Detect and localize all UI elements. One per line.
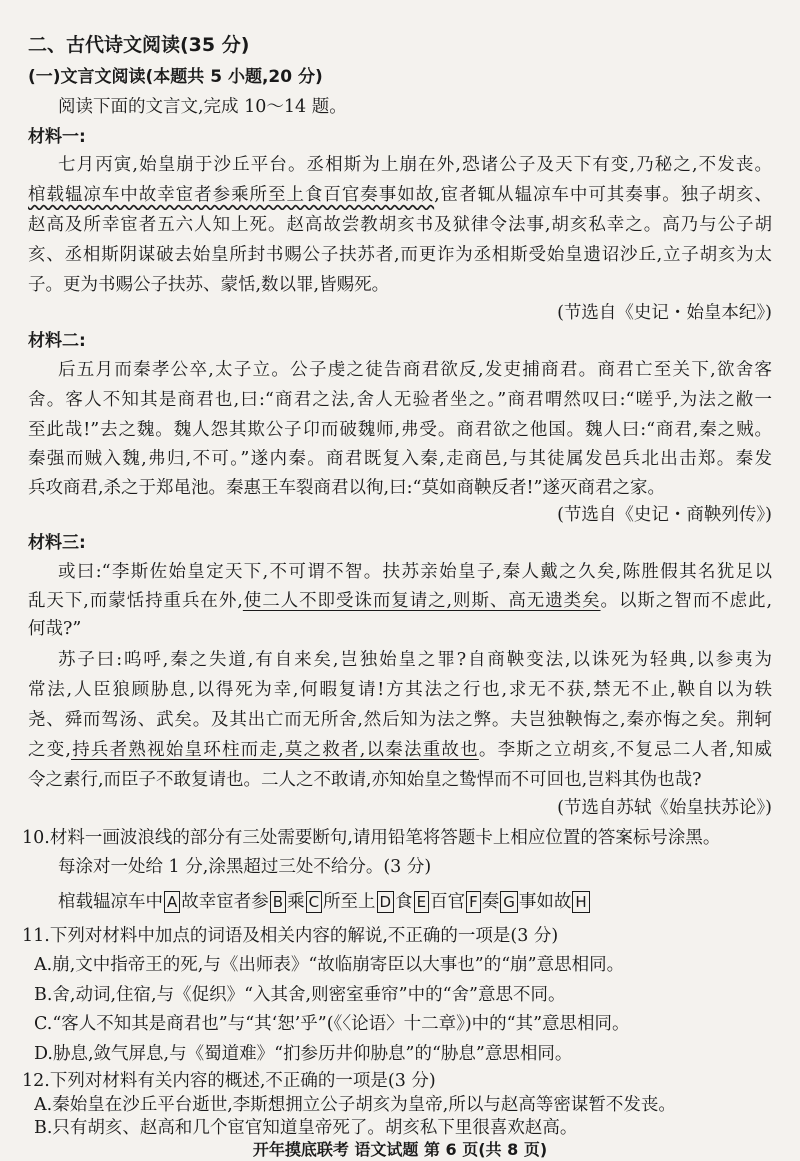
m3-line-2-start: 乱天下,而蒙恬持重兵在外, <box>28 591 243 611</box>
m3-underlined-sentence-1: 使二人不即受诛而复请之,则斯、高无遗类矣 <box>242 591 601 611</box>
m3-underlined-sentence-2: 持兵者熟视始皇环柱而走,莫之救者,以秦法重故也 <box>71 740 479 760</box>
q10-seg-8: 事如故 <box>518 892 572 912</box>
m2-line-4: 秦强而贼入魏,弗归,不可。”遂内秦。商君既复入秦,走商邑,与其徒属发邑兵北出击郑。秦发 <box>28 449 772 469</box>
m1-wavy-passage: 棺载辒凉车中故幸宦者参乘所至上食百官奏事如故 <box>28 185 435 205</box>
m1-line-3: 赵高及所幸宦者五六人知上死。赵高故尝教胡亥书及狱律令法事,胡亥私幸之。高乃与公子胡 <box>28 215 772 235</box>
m3-line-2 <box>28 586 772 616</box>
q12-stem: 12.下列对材料有关内容的概述,不正确的一项是(3 分) <box>22 1071 436 1091</box>
m3-source: (节选自苏轼《始皇扶苏论》) <box>557 798 772 818</box>
m2-source: (节选自《史记・商鞅列传》) <box>557 505 772 525</box>
m1-source: (节选自《史记・始皇本纪》) <box>557 303 772 323</box>
q10-seg-4: 所至上 <box>323 892 376 912</box>
q12-option-b[interactable]: B.只有胡亥、赵高和几个宦官知道皇帝死了。胡亥私下里很喜欢赵高。 <box>34 1118 578 1138</box>
q12-option-a[interactable]: A.秦始皇在沙丘平台逝世,李斯想拥立公子胡亥为皇帝,所以与赵高等密谋暂不发丧。 <box>34 1095 676 1115</box>
m2-line-1: 后五月而秦孝公卒,太子立。公子虔之徒告商君欲反,发吏捕商君。商君亡至关下,欲舍客 <box>58 360 772 380</box>
q10-seg-6: 百官 <box>430 892 466 912</box>
material-1-label: 材料一: <box>28 127 86 147</box>
m3-line-7-end: 。李斯之立胡亥,不复忌二人者,知威 <box>478 740 772 760</box>
m1-line-1: 七月丙寅,始皇崩于沙丘平台。丞相斯为上崩在外,恐诸公子及天下有变,乃秘之,不发丧。 <box>58 155 772 175</box>
q10-seg-2: 故幸宦者参 <box>181 892 269 912</box>
m3-line-7-start: 之变, <box>28 740 71 760</box>
q10-seg-1: 棺载辒凉车中 <box>58 892 163 912</box>
q10-box-a[interactable]: A <box>164 891 180 913</box>
m1-line-5: 子。更为书赐公子扶苏、蒙恬,数以罪,皆赐死。 <box>28 275 390 295</box>
m3-line-5: 常法,人臣狼顾胁息,以得死为幸,何暇复请!方其法之行也,求无不获,禁无不止,鞅自以为轶 <box>28 680 772 700</box>
q10-stem: 10.材料一画波浪线的部分有三处需要断句,请用铅笔将答题卡上相应位置的答案标号涂黑。 <box>22 828 721 848</box>
m3-line-3: 何哉?” <box>28 619 82 639</box>
q10-box-h[interactable]: H <box>572 891 589 913</box>
m3-line-2-end: 。以斯之智而不虑此, <box>600 591 772 611</box>
q10-seg-5: 食 <box>395 892 413 912</box>
q10-answer-options <box>58 886 800 918</box>
q10-seg-3: 乘 <box>287 892 305 912</box>
q10-box-e[interactable]: E <box>414 891 429 913</box>
m2-line-2: 舍。客人不知其是商君也,曰:“商君之法,舍人无验者坐之。”商君喟然叹曰:“嗟乎,为法之敝一 <box>28 390 772 410</box>
m2-line-5: 兵攻商君,杀之于郑黾池。秦惠王车裂商君以徇,曰:“莫如商鞅反者!”遂灭商君之家。 <box>28 478 665 498</box>
m1-line-2-rest: ,宦者辄从辒凉车中可其奏事。独子胡亥、 <box>434 185 772 205</box>
q11-option-d[interactable]: D.胁息,敛气屏息,与《蜀道难》“扪参历井仰胁息”的“胁息”意思相同。 <box>34 1044 573 1064</box>
q11-option-c[interactable]: C.“客人不知其是商君也”与“其‘恕’乎”(《〈论语〉十二章》)中的“其”意思相同。 <box>34 1014 630 1034</box>
m1-line-4: 亥、丞相斯阴谋破去始皇所封书赐公子扶苏者,而更诈为丞相斯受始皇遗诏沙丘,立子胡亥为太 <box>28 245 772 265</box>
q10-box-f[interactable]: F <box>466 891 481 913</box>
q10-box-c[interactable]: C <box>306 891 322 913</box>
material-3-label: 材料三: <box>28 533 86 553</box>
m3-line-6: 尧、舜而驾汤、武矣。及其出亡而无所舍,然后知为法之弊。夫岂独鞅悔之,秦亦悔之矣。荆轲 <box>28 710 772 730</box>
page-footer: 开年摸底联考 语文试题 第 6 页(共 8 页) <box>252 1140 548 1159</box>
section-subtitle: (一)文言文阅读(本题共 5 小题,20 分) <box>28 67 323 87</box>
section-instruction: 阅读下面的文言文,完成 10～14 题。 <box>58 97 347 117</box>
material-2-label: 材料二: <box>28 331 86 351</box>
m3-line-1: 或曰:“李斯佐始皇定天下,不可谓不智。扶苏亲始皇子,秦人戴之久矣,陈胜假其名犹足以 <box>58 562 772 582</box>
q10-seg-7: 奏 <box>481 892 500 912</box>
m3-line-7 <box>28 735 772 765</box>
m3-line-4: 苏子曰:呜呼,秦之失道,有自来矣,岂独始皇之罪?自商鞅变法,以诛死为轻典,以参夷为 <box>58 650 772 670</box>
m2-line-3: 至此哉!”去之魏。魏人怨其欺公子卬而破魏师,弗受。商君欲之他国。魏人曰:“商君,秦之贼。 <box>28 420 772 440</box>
m1-line-2 <box>28 180 772 210</box>
q10-box-b[interactable]: B <box>270 891 286 913</box>
section-title: 二、古代诗文阅读(35 分) <box>28 34 250 56</box>
q10-stem-2: 每涂对一处给 1 分,涂黑超过三处不给分。(3 分) <box>58 857 432 877</box>
q11-option-a[interactable]: A.崩,文中指帝王的死,与《出师表》“故临崩寄臣以大事也”的“崩”意思相同。 <box>34 955 625 975</box>
q10-box-d[interactable]: D <box>377 891 395 913</box>
q10-box-g[interactable]: G <box>500 891 518 913</box>
m3-line-8: 令之素行,而臣子不敢复请也。二人之不敢请,亦知始皇之鸷悍而不可回也,岂料其伪也哉? <box>28 770 702 790</box>
q11-stem: 11.下列对材料中加点的词语及相关内容的解说,不正确的一项是(3 分) <box>22 926 559 946</box>
q11-option-b[interactable]: B.舍,动词,住宿,与《促织》“入其舍,则密室垂帘”中的“舍”意思不同。 <box>34 985 566 1005</box>
